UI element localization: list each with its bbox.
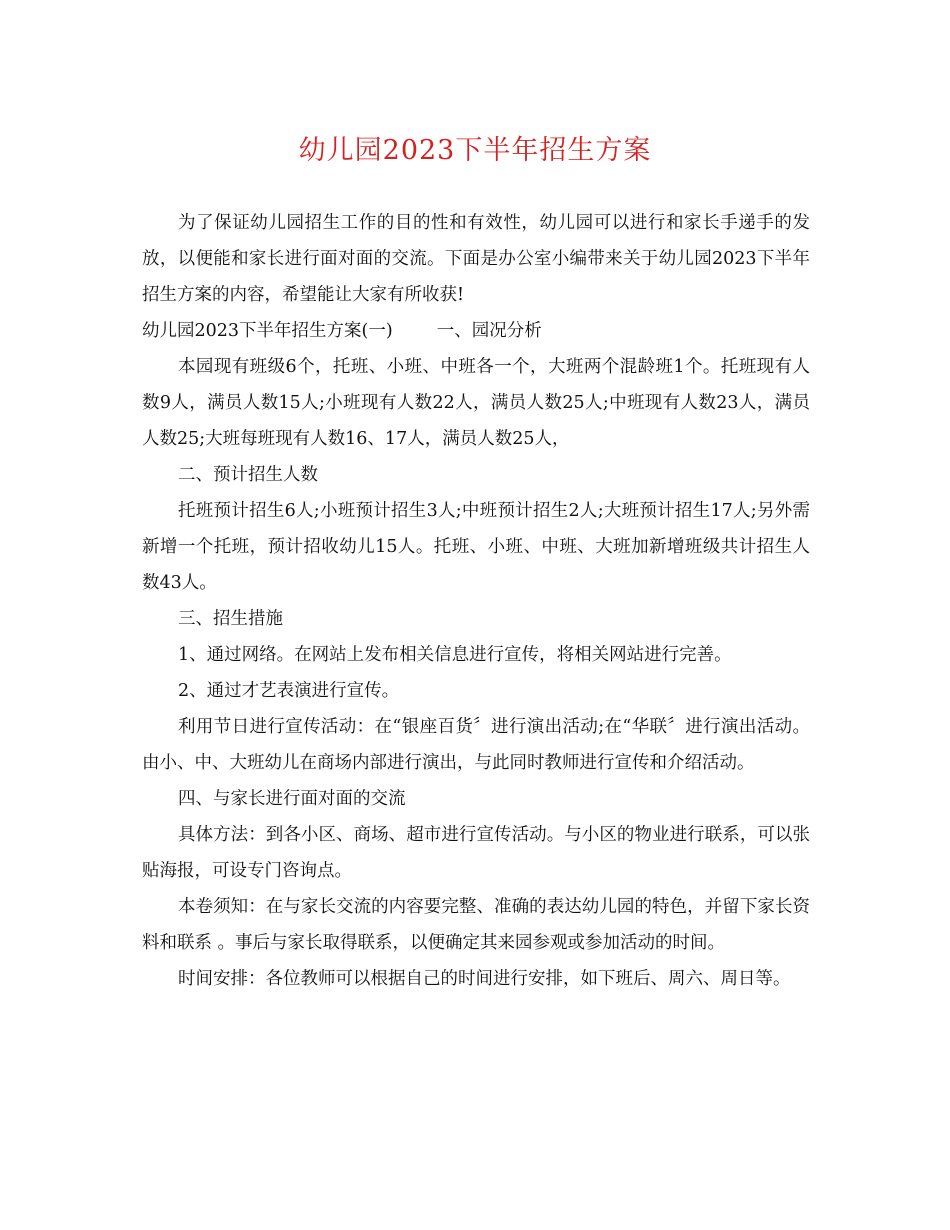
intro-paragraph: 为了保证幼儿园招生工作的目的性和有效性，幼儿园可以进行和家长手递手的发放，以便能和家长进行面对面的交流。下面是办公室小编带来关于幼儿园2023下半年招生方案的内容，希望能让大家有所收获!: [142, 213, 810, 305]
measure2-detail-paragraph: 利用节日进行宣传活动：在“银座百货〞进行演出活动;在“华联〞进行演出活动。由小、中、大班幼儿在商场内部进行演出，与此同时教师进行宣传和介绍活动。: [142, 717, 810, 773]
section1-paragraph: 本园现有班级6个，托班、小班、中班各一个，大班两个混龄班1个。托班现有人数9人，满员人数15人;小班现有人数22人，满员人数25人;中班现有人数23人，满员人数25;大班每班现有人数16、17人，满员人数25人，: [142, 357, 810, 449]
plan-subtitle: 幼儿园2023下半年招生方案(一): [142, 321, 393, 341]
section4-heading: 四、与家长进行面对面的交流: [178, 789, 406, 809]
subtitle-line: [142, 313, 810, 349]
section3-heading: 三、招生措施: [178, 609, 283, 629]
document-title: 幼儿园2023下半年招生方案: [298, 135, 652, 166]
section1-heading: 一、园况分析: [436, 321, 542, 341]
notice-paragraph: 本卷须知：在与家长交流的内容要完整、准确的表达幼儿园的特色，并留下家长资料和联系 。事后与家长取得联系，以便确定其来园参观或参加活动的时间。: [142, 897, 810, 953]
measure1-paragraph: 1、通过网络。在网站上发布相关信息进行宣传，将相关网站进行完善。: [178, 645, 732, 665]
method-paragraph: 具体方法：到各小区、商场、超市进行宣传活动。与小区的物业进行联系，可以张贴海报，可设专门咨询点。: [142, 825, 810, 881]
section2-heading: 二、预计招生人数: [178, 465, 318, 485]
measure2-paragraph: 2、通过才艺表演进行宣传。: [178, 681, 400, 701]
document-body: [142, 205, 810, 997]
schedule-paragraph: 时间安排：各位教师可以根据自己的时间进行安排，如下班后、周六、周日等。: [178, 969, 791, 989]
section2-paragraph: 托班预计招生6人;小班预计招生3人;中班预计招生2人;大班预计招生17人;另外需新增一个托班，预计招收幼儿15人。托班、小班、中班、大班加新增班级共计招生人数43人。: [142, 501, 810, 593]
